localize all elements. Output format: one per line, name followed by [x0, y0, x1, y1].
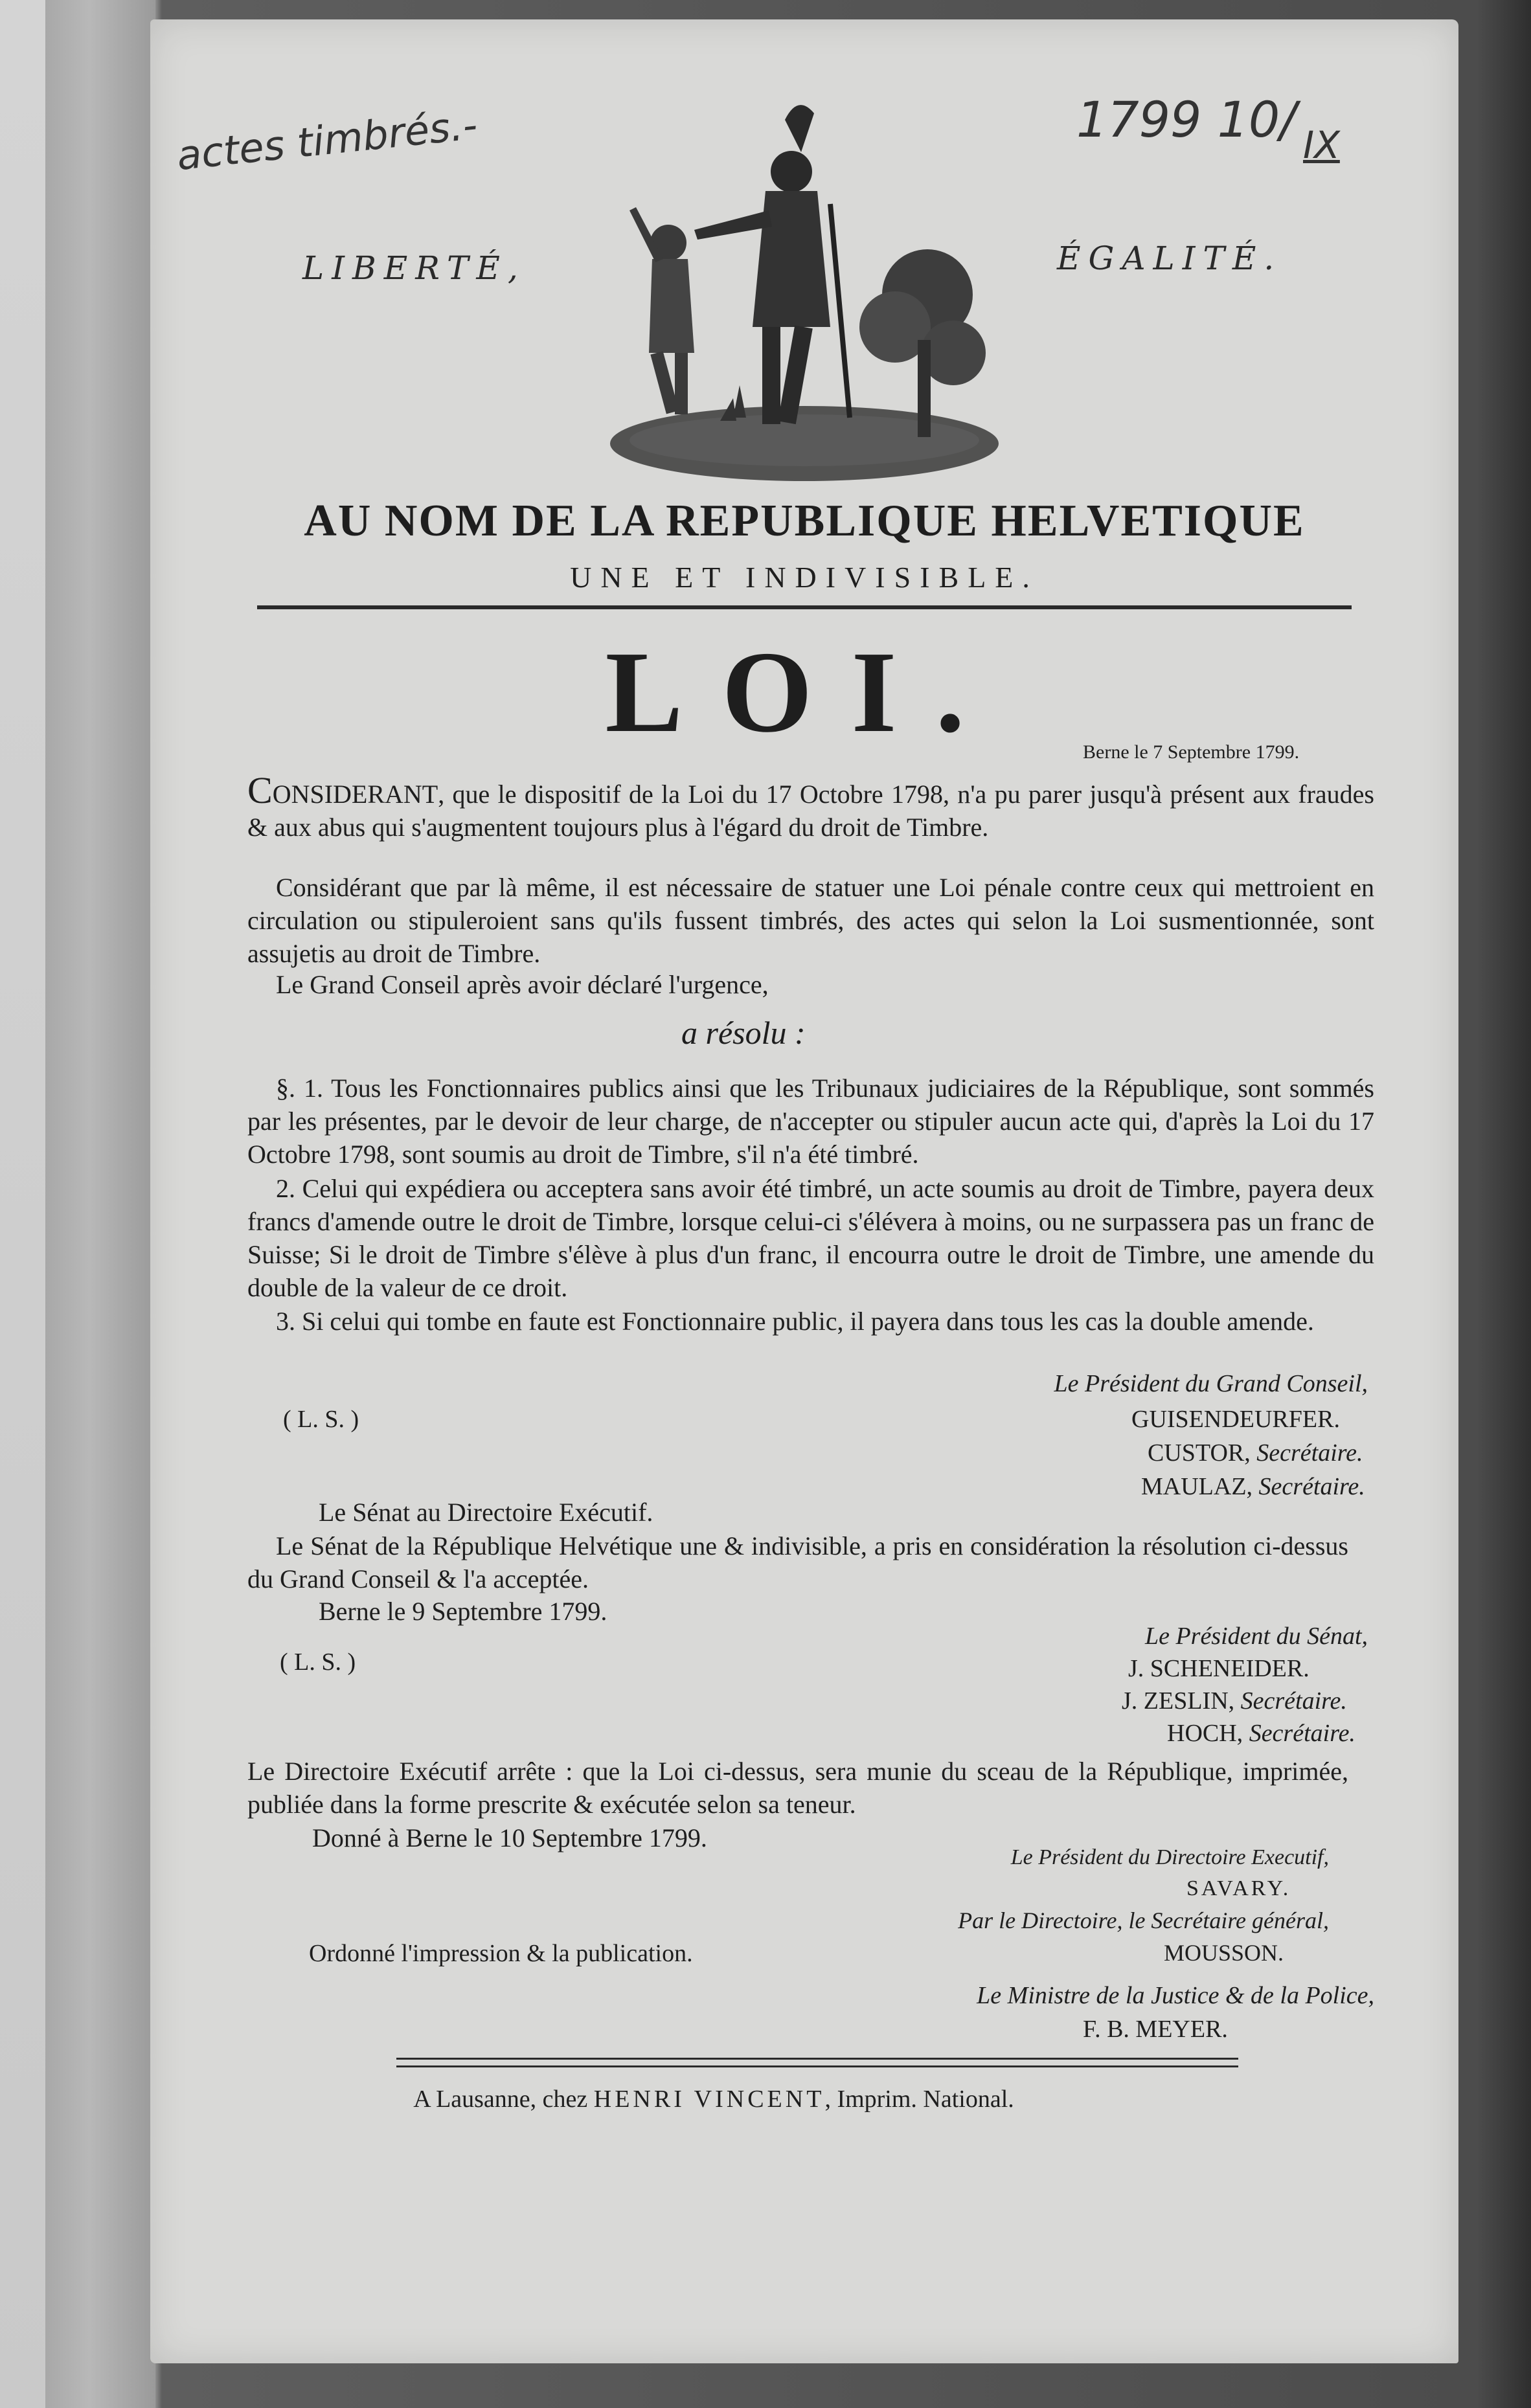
- imprint-suffix: , Imprim. National.: [824, 2086, 1014, 2113]
- annotation-number: IX: [1303, 123, 1340, 167]
- title-indivisible: UNE ET INDIVISIBLE.: [570, 561, 1039, 594]
- council-secretary-2: [1141, 1472, 1365, 1501]
- drop-cap: C: [247, 769, 273, 811]
- senate-secretary-2-name: HOCH,: [1167, 1720, 1243, 1747]
- considerant-word: ONSIDERANT: [272, 780, 438, 809]
- divider-bottom: [396, 2058, 1238, 2060]
- council-secretary-1: [1148, 1439, 1363, 1467]
- senate-heading: Le Sénat au Directoire Exécutif.: [319, 1498, 653, 1527]
- minister-name: F. B. MEYER.: [1083, 2016, 1228, 2043]
- law-title: LOI.: [605, 627, 1004, 756]
- senate-president-name: J. SCHENEIDER.: [1128, 1655, 1310, 1682]
- article-2: 2. Celui qui expédiera ou acceptera sans avoir été timbré, un acte soumis au droit de Timbre, payera deux francs d'amende outre le droit de Timbre, lorsque celui-ci s'élévera à moins, ou ne surpassera pas un franc de Suisse; Si le droit de Timbre s'élève à plus d'un franc, il encourra outre le droit de Timbre, une amende du double de la valeur de ce droit.: [247, 1174, 1374, 1302]
- directory-secretary-title: Par le Directoire, le Secrétaire général,: [958, 1907, 1329, 1933]
- divider-top: [257, 605, 1352, 609]
- council-president-title: Le Président du Grand Conseil,: [1054, 1370, 1368, 1397]
- directory-date: Donné à Berne le 10 Septembre 1799.: [312, 1823, 707, 1852]
- minister-title: Le Ministre de la Justice & de la Police,: [977, 1982, 1374, 2009]
- law-date: Berne le 7 Septembre 1799.: [1083, 741, 1300, 763]
- senate-secretary-2: [1167, 1719, 1355, 1748]
- senate-secretary-1-role: Secrétaire.: [1240, 1687, 1347, 1715]
- title-republic: AU NOM DE LA REPUBLIQUE HELVETIQUE: [304, 496, 1305, 546]
- preamble-paragraph-1: [247, 769, 1374, 844]
- previous-sheet-edge: [0, 0, 45, 2408]
- preamble-paragraph-2: Considérant que par là même, il est nécessaire de statuer une Loi pénale contre ceux qui mettroient en circulation ou stipuleroient sans qu'ils fussent timbrés, des actes qui selon la Loi susmentionnée, sont assujetis au droit de Timbre.: [247, 873, 1374, 968]
- motto-egalite: ÉGALITÉ.: [1057, 240, 1282, 277]
- document-page: [150, 19, 1458, 2363]
- senate-seal: ( L. S. ): [280, 1648, 356, 1676]
- senate-secretary-1: [1122, 1687, 1347, 1715]
- directory-president-name: SAVARY.: [1186, 1876, 1291, 1900]
- senate-president-title: Le Président du Sénat,: [1144, 1623, 1368, 1650]
- council-secretary-1-role: Secrétaire.: [1256, 1439, 1363, 1467]
- imprint-line: [150, 2085, 1277, 2113]
- directory-text: Le Directoire Exécutif arrête : que la Loi ci-dessus, sera munie du sceau de la République, imprimée, publiée dans la forme prescrite & exécutée selon sa teneur.: [247, 1757, 1348, 1819]
- preamble-p1-text: , que le dispositif de la Loi du 17 Octobre 1798, n'a pu parer jusqu'à présent aux fraudes & aux abus qui s'augmentent toujours plus à l'égard du droit de Timbre.: [247, 780, 1374, 842]
- binding-spine: [45, 0, 155, 2408]
- senate-date: Berne le 9 Septembre 1799.: [319, 1597, 607, 1626]
- council-president-name: GUISENDEURFER.: [1131, 1406, 1340, 1433]
- council-secretary-1-name: CUSTOR,: [1148, 1439, 1251, 1467]
- article-1: §. 1. Tous les Fonctionnaires publics ainsi que les Tribunaux judiciaires de la République, sont sommés par les présentes, par le devoir de leur charge, de n'accepter ou stipuler aucun acte qui, d'après la Loi du 17 Octobre 1798, sont soumis au droit de Timbre, s'il n'a été timbré.: [247, 1074, 1374, 1169]
- annotation-top-left: actes timbrés.-: [174, 100, 480, 180]
- motto-liberte: LIBERTÉ,: [302, 249, 526, 287]
- annotation-date: 1799 10/: [1076, 91, 1297, 148]
- senate-secretary-1-name: J. ZESLIN,: [1122, 1687, 1235, 1715]
- council-secretary-2-name: MAULAZ,: [1141, 1473, 1253, 1500]
- council-secretary-2-role: Secrétaire.: [1258, 1473, 1365, 1500]
- resolved-heading: a résolu :: [681, 1015, 806, 1051]
- preamble-paragraph-3: Le Grand Conseil après avoir déclaré l'urgence,: [276, 970, 769, 999]
- council-seal: ( L. S. ): [283, 1406, 359, 1433]
- directory-president-title: Le Président du Directoire Executif,: [1010, 1845, 1329, 1869]
- directory-secretary-name: MOUSSON.: [1164, 1940, 1284, 1966]
- tell-vignette-image: [591, 81, 1012, 482]
- imprint-prefix: A Lausanne, chez: [413, 2086, 588, 2113]
- tell-vignette-svg: [591, 81, 1012, 482]
- senate-secretary-2-role: Secrétaire.: [1249, 1720, 1355, 1747]
- divider-bottom-2: [396, 2065, 1238, 2067]
- article-3: 3. Si celui qui tombe en faute est Fonctionnaire public, il payera dans tous les cas la double amende.: [276, 1307, 1314, 1336]
- directory-order: Ordonné l'impression & la publication.: [309, 1940, 693, 1967]
- imprint-printer: HENRI VINCENT: [593, 2086, 825, 2113]
- senate-text: Le Sénat de la République Helvétique une & indivisible, a pris en considération la résolution ci-dessus du Grand Conseil & l'a acceptée.: [247, 1531, 1348, 1593]
